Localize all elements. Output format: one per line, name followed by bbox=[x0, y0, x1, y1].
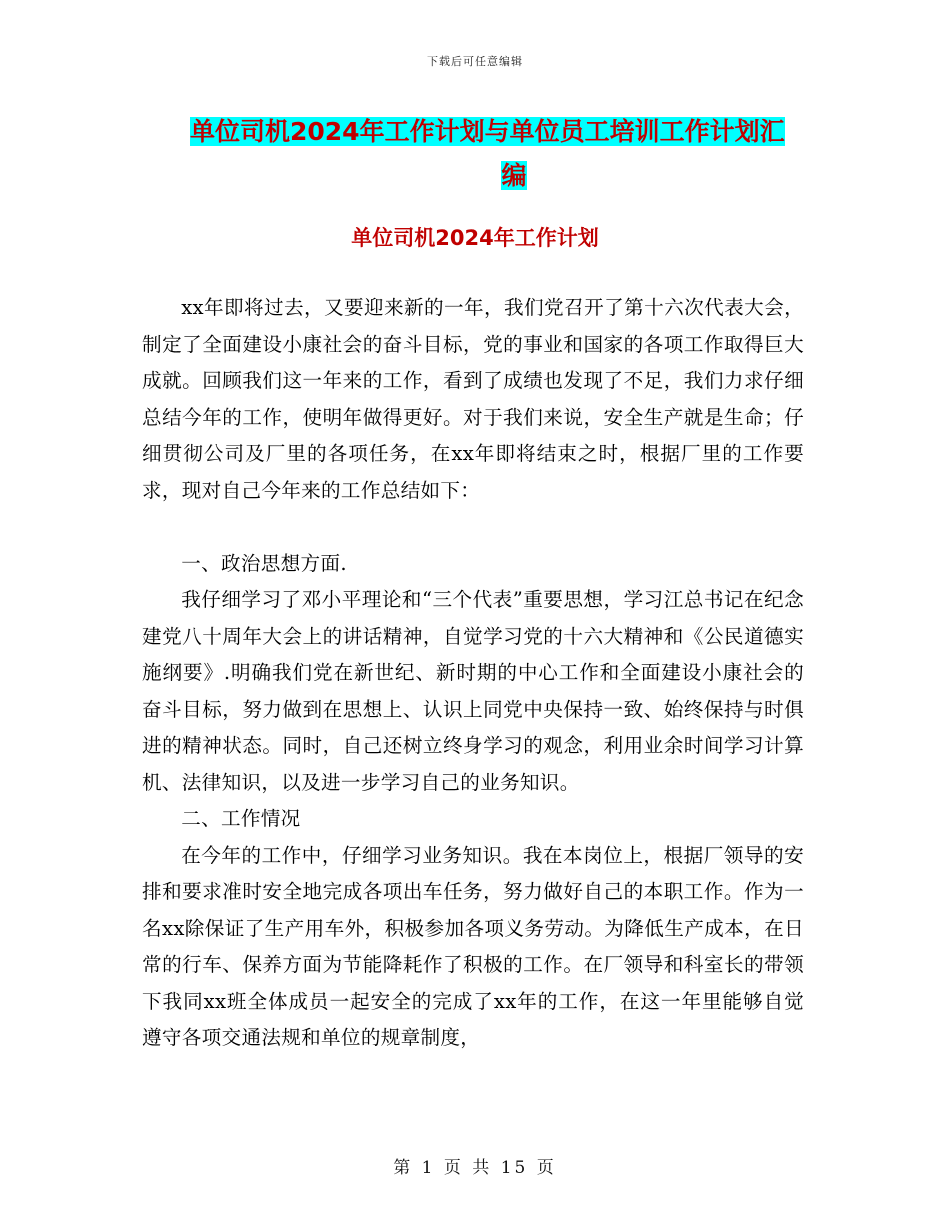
document-title bbox=[190, 110, 810, 198]
paragraph-work: 在今年的工作中，仔细学习业务知识。我在本岗位上，根据厂领导的安排和要求准时安全地完成各项出车任务，努力做好自己的本职工作。作为一名xx除保证了生产用车外，积极参加各项义务劳动。为降低生产成本，在日常的行车、保养方面为节能降耗作了积极的工作。在厂领导和科室长的带领下我同xx班全体成员一起安全的完成了xx年的工作，在这一年里能够自觉遵守各项交通法规和单位的规章制度， bbox=[142, 843, 804, 1049]
document-body bbox=[142, 290, 804, 1057]
page-number: 第 1 页 共 15 页 bbox=[393, 1158, 557, 1178]
paragraph-intro: xx年即将过去，又要迎来新的一年，我们党召开了第十六次代表大会，制定了全面建设小康社会的奋斗目标，党的事业和国家的各项工作取得巨大成就。回顾我们这一年来的工作，看到了成绩也发现了不足，我们力求仔细总结今年的工作，使明年做得更好。对于我们来说，安全生产就是生命；仔细贯彻公司及厂里的各项任务，在xx年即将结束之时，根据厂里的工作要求，现对自己今年来的工作总结如下： bbox=[142, 296, 804, 502]
document-title-line-2: 编 bbox=[501, 161, 527, 190]
paragraph-political: 我仔细学习了邓小平理论和“三个代表”重要思想，学习江总书记在纪念建党八十周年大会上的讲话精神，自觉学习党的十六大精神和《公民道德实施纲要》.明确我们党在新世纪、新时期的中心工作和全面建设小康社会的奋斗目标，努力做到在思想上、认识上同党中央保持一致、始终保持与时俱进的精神状态。同时，自己还树立终身学习的观念，利用业余时间学习计算机、法律知识，以及进一步学习自己的业务知识。 bbox=[142, 588, 804, 794]
heading-political: 一、政治思想方面. bbox=[181, 551, 347, 575]
heading-work: 二、工作情况 bbox=[181, 807, 301, 830]
header-note: 下载后可任意编辑 bbox=[427, 55, 523, 68]
section-title: 单位司机2024年工作计划 bbox=[351, 226, 599, 250]
document-title-line-1: 单位司机2024年工作计划与单位员工培训工作计划汇 bbox=[190, 117, 785, 146]
paragraph-spacer bbox=[142, 509, 804, 546]
